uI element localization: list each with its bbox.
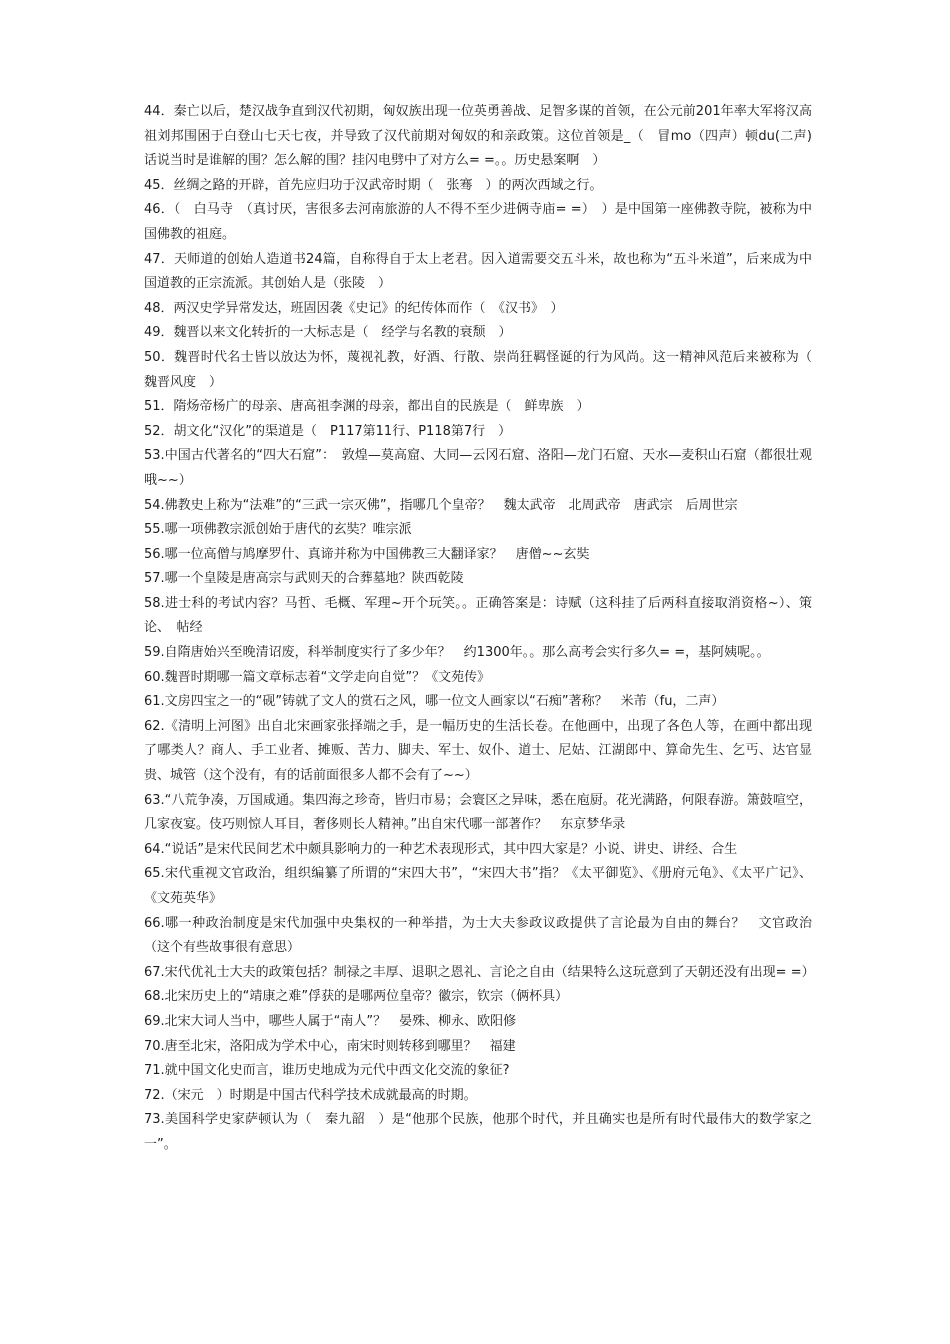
question-60: 60.魏晋时期哪一篇文章标志着“文学走向自觉”？《文苑传》	[144, 669, 491, 685]
question-66: 66.哪一种政治制度是宋代加强中央集权的一种举措，为士大夫参政议政提供了言论最为自由的舞台？ 文官政治（这个有些故事很有意思）	[144, 915, 812, 956]
question-71: 71.就中国文化史而言，谁历史地成为元代中西文化交流的象征?	[144, 1063, 510, 1079]
question-59: 59.自隋唐始兴至晚清诏废，科举制度实行了多少年？ 约1300年。。那么高考会实行多久= =，基阿姨呢。。	[144, 645, 770, 661]
question-52: 52．胡文化“汉化”的渠道是（ P117第11行、P118第7行 ）	[144, 423, 512, 439]
question-55: 55.哪一项佛教宗派创始于唐代的玄奘？唯宗派	[144, 522, 412, 538]
question-44: 44．秦亡以后，楚汉战争直到汉代初期，匈奴族出现一位英勇善战、足智多谋的首领，在公元前201年率大军将汉高祖刘邦围困于白登山七天七夜，并导致了汉代前期对匈奴的和亲政策。这位首领是_（ 冒mo（四声）顿du(二声) 话说当时是谁解的围？怎么解的围？挂闪电劈中了对方么= =。。历史悬案啊 ）	[144, 104, 826, 169]
question-56: 56.哪一位高僧与鸠摩罗什、真谛并称为中国佛教三大翻译家？ 唐僧~~玄奘	[144, 546, 590, 562]
question-73: 73.美国科学史家萨顿认为（ 秦九韶 ）是“他那个民族，他那个时代，并且确实也是所有时代最伟大的数学家之一”。	[144, 1112, 812, 1152]
question-list	[144, 100, 826, 1158]
question-62: 62.《清明上河图》出自北宋画家张择端之手，是一幅历史的生活长卷。在他画中，出现了各色人等，在画中都出现了哪类人？商人、手工业者、摊贩、苦力、脚夫、军士、奴仆、道士、尼姑、江湖郎中、算命先生、乞丐、达官显贵、城管（这个没有，有的话前面很多人都不会有了~~）	[144, 718, 812, 784]
question-47: 47．天师道的创始人造道书24篇，自称得自于太上老君。因入道需要交五斗米，故也称为“五斗米道”，后来成为中国道教的正宗流派。其创始人是（张陵 ）	[144, 251, 812, 292]
question-46: 46．（ 白马寺 （真讨厌，害很多去河南旅游的人不得不至少进俩寺庙= =） ）是中国第一座佛教寺院，被称为中国佛教的祖庭。	[144, 202, 812, 242]
question-49: 49．魏晋以来文化转折的一大标志是（ 经学与名教的衰颓 ）	[144, 325, 512, 341]
question-54: 54.佛教史上称为“法难”的“三武一宗灭佛”，指哪几个皇帝？ 魏太武帝 北周武帝 唐武宗 后周世宗	[144, 497, 738, 513]
question-50: 50．魏晋时代名士皆以放达为怀，蔑视礼教，好酒、行散、崇尚狂羁怪诞的行为风尚。这一精神风范后来被称为（ 魏晋风度 ）	[144, 349, 826, 390]
question-57: 57.哪一个皇陵是唐高宗与武则天的合葬墓地？陕西乾陵	[144, 571, 464, 587]
question-53: 53.中国古代著名的“四大石窟”： 敦煌—莫高窟、大同—云冈石窟、洛阳—龙门石窟、天水—麦积山石窟（都很壮观哦~~）	[144, 448, 812, 488]
question-51: 51．隋炀帝杨广的母亲、唐高祖李渊的母亲，都出自的民族是（ 鲜卑族 ）	[144, 399, 590, 415]
question-68: 68.北宋历史上的“靖康之难”俘获的是哪两位皇帝？徽宗，钦宗（俩杯具）	[144, 989, 569, 1005]
question-72: 72.（宋元 ）时期是中国古代科学技术成就最高的时期。	[144, 1087, 477, 1103]
question-64: 64.“说话”是宋代民间艺术中颇具影响力的一种艺术表现形式，其中四大家是？小说、讲史、讲经、合生	[144, 841, 738, 857]
question-63: 63.“八荒争凑，万国咸通。集四海之珍奇，皆归市易；会寰区之异味，悉在庖厨。花光满路，何限春游。箫鼓喧空，几家夜宴。伎巧则惊人耳目，奢侈则长人精神。”出自宋代哪一部著作？ 东京梦华录	[144, 792, 812, 833]
question-70: 70.唐至北宋，洛阳成为学术中心，南宋时则转移到哪里？ 福建	[144, 1038, 516, 1054]
question-48: 48．两汉史学异常发达，班固因袭《史记》的纪传体而作（ 《汉书》 ）	[144, 300, 564, 316]
question-65: 65.宋代重视文官政治，组织编纂了所谓的“宋四大书”，“宋四大书”指？《太平御览》、《册府元龟》、《太平广记》、《文苑英华》	[144, 866, 812, 906]
question-67: 67.宋代优礼士大夫的政策包括？制禄之丰厚、退职之恩礼、言论之自由（结果特么这玩意到了天朝还没有出现= =）	[144, 964, 815, 980]
question-45: 45．丝绸之路的开辟，首先应归功于汉武帝时期（ 张骞 ）的两次西域之行。	[144, 177, 603, 193]
question-61: 61.文房四宝之一的“砚”铸就了文人的赏石之风，哪一位文人画家以“石痴”著称？ 米芾（fu，二声）	[144, 694, 725, 710]
question-58: 58.进士科的考试内容？马哲、毛概、军理~开个玩笑。。正确答案是：诗赋（这科挂了后两科直接取消资格~）、策论、 帖经	[144, 595, 812, 636]
question-69: 69.北宋大词人当中，哪些人属于“南人”？ 晏殊、柳永、欧阳修	[144, 1013, 517, 1029]
